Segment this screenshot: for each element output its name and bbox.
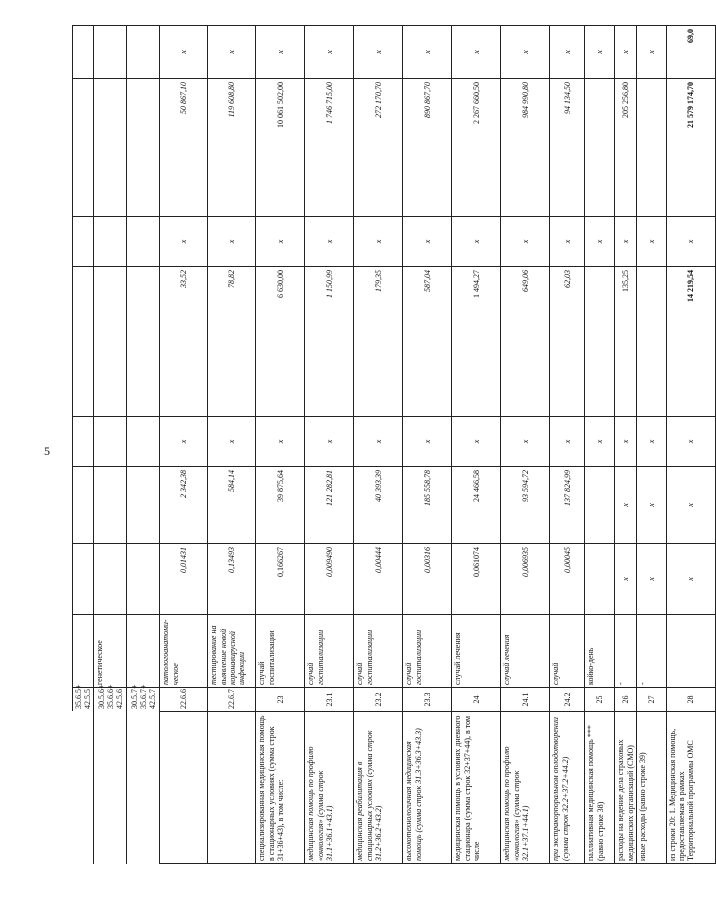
cell-cost: 584,14 [208,467,256,544]
cell-share [127,26,160,79]
cell-name: медицинская реабилитация в стационарных условиях (сумма строк 31.2+36.2+43.2) [354,712,403,864]
cell-share: х [636,26,666,79]
cell-unit: койко-день [585,615,615,688]
cell-row: 28 [666,688,715,712]
cell-total-budget: х [636,217,666,267]
cell-per-capita-oms: 14 219,54 [666,267,715,417]
cell-row: 24.2 [550,688,585,712]
cell-per-capita-oms [585,267,615,417]
cell-total-oms: 50 867,10 [160,79,208,217]
cell-per-capita-oms: 587,04 [403,267,452,417]
cell-name: из строки 20: 1. Медицинская помощь, предоставляемая в рамках Территориальной программы ОМС [666,712,715,864]
cell-name: медицинская помощь в условиях дневного стационара (сумма строк 32+37+44), в том числе [452,712,501,864]
cell-total-oms [636,79,666,217]
cell-share: х [354,26,403,79]
cell-share: 69,0 [666,26,715,79]
cell-total-oms [94,79,127,217]
table-row [305,26,354,864]
cell-volume: 0,00045 [550,544,585,615]
cell-unit: тестирование на выявление новой коронавирусной инфекции [208,615,256,688]
cell-total-budget: х [403,217,452,267]
cell-total-budget [127,217,160,267]
cell-share: х [160,26,208,79]
cell-per-capita-budget: х [256,417,305,467]
cell-name: специализированная медицинская помощь в стационарных условиях (сумма строк 31+36+43), в том числе: [256,712,305,864]
cell-volume: х [636,544,666,615]
cell-share: х [403,26,452,79]
cell-per-capita-budget: х [160,417,208,467]
cell-per-capita-budget: х [208,417,256,467]
cell-unit [127,615,160,688]
cell-per-capita-budget [127,417,160,467]
cell-total-budget: х [160,217,208,267]
cell-volume: 0,006935 [501,544,550,615]
cell-cost [73,467,94,544]
cell-total-budget: х [354,217,403,267]
cell-total-oms: 1 746 715,00 [305,79,354,217]
cell-total-oms [585,79,615,217]
cell-share: х [208,26,256,79]
cell-unit: - [636,615,666,688]
cell-per-capita-oms [127,267,160,417]
rotated-table-container [72,26,696,864]
cell-volume [94,544,127,615]
cell-total-budget: х [256,217,305,267]
cell-unit: генетическое [94,615,127,688]
cell-cost: х [666,467,715,544]
cell-per-capita-budget: х [403,417,452,467]
table-row [666,26,715,864]
cell-row: 25 [585,688,615,712]
cell-row: 30.5.7+ 35.6.7+ 42.5.7 [127,688,160,712]
cell-total-budget: х [550,217,585,267]
table-row [585,26,615,864]
cell-total-oms: 119 608,80 [208,79,256,217]
cell-per-capita-budget: х [615,417,636,467]
cell-cost [94,467,127,544]
cell-volume [127,544,160,615]
cell-total-oms: 94 134,50 [550,79,585,217]
cell-share [73,26,94,79]
cell-share: х [550,26,585,79]
cell-per-capita-oms: 62,03 [550,267,585,417]
table-row [636,26,666,864]
cell-cost: 24 466,58 [452,467,501,544]
cell-per-capita-budget: х [666,417,715,467]
cell-row: 22.6.7 [208,688,256,712]
cell-name: иные расходы (равно строке 39) [636,712,666,864]
cell-per-capita-oms: 1 150,99 [305,267,354,417]
cell-total-budget: х [305,217,354,267]
cell-name: расходы на ведение дела страховых медицинских организаций (СМО) [615,712,636,864]
cell-per-capita-oms: 78,82 [208,267,256,417]
cell-per-capita-oms: 135,25 [615,267,636,417]
cell-row: 23 [256,688,305,712]
cell-cost: х [615,467,636,544]
cell-total-budget: х [666,217,715,267]
cell-total-oms: 2 267 660,50 [452,79,501,217]
table-row [452,26,501,864]
cell-unit: случай госпитализации [305,615,354,688]
cell-volume [73,544,94,615]
cell-total-budget: х [615,217,636,267]
cell-name [208,712,256,864]
table-row [94,26,127,864]
cell-name [127,712,160,864]
cell-total-budget: х [208,217,256,267]
cell-volume: 0,061074 [452,544,501,615]
cell-unit: случай госпитализации [256,615,305,688]
cell-cost [585,467,615,544]
cell-row: 35.6.5+ 42.5.5 [73,688,94,712]
cell-row: 22.6.6 [160,688,208,712]
cell-row: 30.5.6+ 35.6.6+ 42.5.6 [94,688,127,712]
table-row [127,26,160,864]
cell-total-oms: 21 579 174,70 [666,79,715,217]
table-row [354,26,403,864]
cell-name: медицинская помощь по профилю «онкология» (сумма строк 32.1+37.1+44.1) [501,712,550,864]
cell-total-oms: 10 061 502,00 [256,79,305,217]
table-row [550,26,585,864]
cell-share: х [452,26,501,79]
table-row [256,26,305,864]
budget-table [72,25,716,864]
cell-cost [127,467,160,544]
cell-name: при экстракорпоральном оплодотворении (сумма строк 32.2+37.2+44.2) [550,712,585,864]
cell-volume: х [615,544,636,615]
cell-total-budget [73,217,94,267]
cell-per-capita-budget: х [452,417,501,467]
cell-unit: случай [550,615,585,688]
cell-total-oms: 272 170,70 [354,79,403,217]
cell-volume: 0,009490 [305,544,354,615]
cell-unit: патологоанатоми-ческое [160,615,208,688]
cell-cost: 40 393,39 [354,467,403,544]
cell-total-oms [127,79,160,217]
cell-cost: 39 875,64 [256,467,305,544]
cell-unit: случай лечения [452,615,501,688]
cell-cost: 2 342,38 [160,467,208,544]
table-row [160,26,208,864]
cell-cost: 137 824,99 [550,467,585,544]
cell-share: х [585,26,615,79]
cell-cost: 121 282,81 [305,467,354,544]
cell-row: 23.3 [403,688,452,712]
cell-share: х [305,26,354,79]
cell-share: х [615,26,636,79]
cell-name [94,712,127,864]
cell-cost: 93 594,72 [501,467,550,544]
cell-unit [73,615,94,688]
cell-row: 23.1 [305,688,354,712]
table-row [615,26,636,864]
cell-per-capita-oms: 649,06 [501,267,550,417]
cell-per-capita-budget: х [636,417,666,467]
cell-name [73,712,94,864]
cell-name: высокотехнологичная медицинская помощь (сумма строк 31.3+36.3+43.3) [403,712,452,864]
cell-volume: 0,00316 [403,544,452,615]
cell-per-capita-budget [73,417,94,467]
cell-row: 24.1 [501,688,550,712]
cell-total-oms: 890 867,70 [403,79,452,217]
cell-row: 26 [615,688,636,712]
cell-cost: х [636,467,666,544]
cell-total-budget: х [585,217,615,267]
cell-volume: 0,00444 [354,544,403,615]
cell-unit [666,615,715,688]
cell-per-capita-oms: 6 630,00 [256,267,305,417]
cell-name [160,712,208,864]
cell-per-capita-oms [636,267,666,417]
cell-unit: случай лечения [501,615,550,688]
page-number: 5 [44,444,50,458]
cell-cost: 185 558,78 [403,467,452,544]
cell-share: х [256,26,305,79]
cell-total-oms: 984 990,80 [501,79,550,217]
cell-volume: 0,166267 [256,544,305,615]
cell-volume: 0,01431 [160,544,208,615]
cell-per-capita-budget: х [354,417,403,467]
cell-per-capita-budget: х [501,417,550,467]
cell-per-capita-oms: 179,35 [354,267,403,417]
cell-volume: х [666,544,715,615]
cell-unit: случай госпитализации [354,615,403,688]
table-row [501,26,550,864]
cell-total-oms: 205 256,80 [615,79,636,217]
cell-unit: случай госпитализации [403,615,452,688]
cell-name: паллиативная медицинская помощь *** (равно строке 38) [585,712,615,864]
cell-row: 24 [452,688,501,712]
cell-per-capita-oms: 1 494,27 [452,267,501,417]
cell-row: 23.2 [354,688,403,712]
cell-per-capita-budget [94,417,127,467]
cell-total-budget: х [501,217,550,267]
cell-total-oms [73,79,94,217]
cell-unit: - [615,615,636,688]
cell-per-capita-oms [73,267,94,417]
table-row [403,26,452,864]
cell-per-capita-budget: х [550,417,585,467]
cell-total-budget: х [452,217,501,267]
table-row [208,26,256,864]
cell-volume [585,544,615,615]
cell-name: медицинская помощь по профилю «онкология» (сумма строк 31.1+36.1+43.1) [305,712,354,864]
cell-per-capita-oms [94,267,127,417]
cell-share [94,26,127,79]
cell-per-capita-oms: 33,52 [160,267,208,417]
cell-total-budget [94,217,127,267]
cell-row: 27 [636,688,666,712]
cell-per-capita-budget: х [585,417,615,467]
cell-share: х [501,26,550,79]
cell-per-capita-budget: х [305,417,354,467]
table-row [73,26,94,864]
cell-volume: 0,13493 [208,544,256,615]
